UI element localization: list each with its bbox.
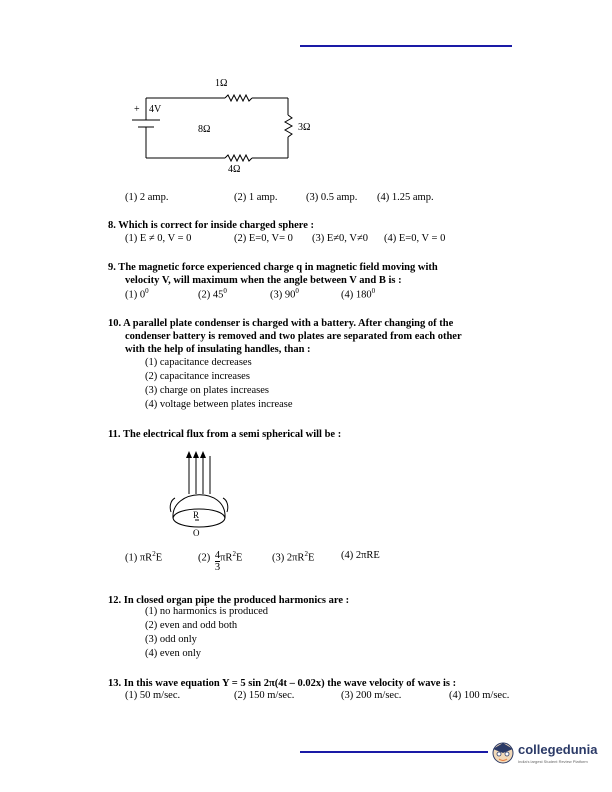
q12-option-3: (3) odd only xyxy=(145,634,197,645)
resistor-bottom-label: 4Ω xyxy=(228,164,241,175)
q9-option-4: (4) $180^0$ xyxy=(341,287,376,301)
brand-name: collegedunia xyxy=(518,742,598,757)
resistor-right xyxy=(285,115,292,137)
q8-option-3: (3) E≠0, V≠0 xyxy=(312,233,368,244)
circuit-diagram xyxy=(110,70,310,180)
q10-option-4: (4) voltage between plates increase xyxy=(145,399,293,410)
q13-option-4: (4) 100 m/sec. xyxy=(449,690,510,701)
q12-option-4: (4) even only xyxy=(145,648,201,659)
q8-option-4: (4) E=0, V = 0 xyxy=(384,233,446,244)
resistor-top-label: 1Ω xyxy=(215,78,228,89)
footer-rule xyxy=(300,751,488,753)
q7-option-2: (2) 1 amp. xyxy=(234,192,278,203)
q12-option-2: (2) even and odd both xyxy=(145,620,238,631)
hemisphere-O-label: O xyxy=(193,528,200,538)
hemisphere-figure xyxy=(165,448,237,540)
q10-option-3: (3) charge on plates increases xyxy=(145,385,270,396)
q12-option-1: (1) no harmonics is produced xyxy=(145,606,269,617)
q8-option-1: (1) E ≠ 0, V = 0 xyxy=(125,233,192,244)
mascot-icon xyxy=(490,740,516,770)
q7-option-3: (3) 0.5 amp. xyxy=(306,192,358,203)
plus-sign: + xyxy=(134,104,140,115)
footer-logo[interactable] xyxy=(490,738,606,772)
q7-option-4: (4) 1.25 amp. xyxy=(377,192,434,203)
resistor-bottom xyxy=(225,155,252,161)
q13-option-2: (2) 150 m/sec. xyxy=(234,690,295,701)
q9-option-2: (2) $45^0$ xyxy=(198,287,227,301)
q10-line3: with the help of insulating handles, than : xyxy=(125,344,311,355)
battery-label: 4V xyxy=(149,104,162,115)
hemisphere-R-label: R xyxy=(193,510,200,520)
q13-text: 13. In this wave equation Y = 5 sin 2π(4t – 0.02x) the wave velocity of wave is : xyxy=(108,678,457,689)
resistor-right-label: 3Ω xyxy=(298,122,310,133)
q10-option-1: (1) capacitance decreases xyxy=(145,357,252,368)
q13-option-1: (1) 50 m/sec. xyxy=(125,690,181,701)
q11-option-2: (2) $\frac{4}{3}$ $\pi R^2E$ xyxy=(198,550,243,573)
q10-line1: 10. A parallel plate condenser is charged with a battery. After changing of the xyxy=(108,318,454,329)
q9-option-1: (1) $0^0$ xyxy=(125,287,149,301)
header-rule xyxy=(300,45,512,47)
q12-text: 12. In closed organ pipe the produced harmonics are : xyxy=(108,595,350,606)
resistor-top xyxy=(225,95,252,101)
q10-option-2: (2) capacitance increases xyxy=(145,371,250,382)
q8-text: 8. Which is correct for inside charged sphere : xyxy=(108,220,314,231)
q11-option-4: (4) 2πRE xyxy=(341,550,380,561)
q11-text: 11. The electrical flux from a semi spherical will be : xyxy=(108,429,342,440)
q11-option-1: (1) $\pi R^2E$ xyxy=(125,550,163,564)
q13-option-3: (3) 200 m/sec. xyxy=(341,690,402,701)
q10-line2: condenser battery is removed and two plates are separated from each other xyxy=(125,331,462,342)
q9-option-3: (3) $90^0$ xyxy=(270,287,299,301)
q11-option-3: (3) $2\pi R^2E$ xyxy=(272,550,315,564)
q9-line1: 9. The magnetic force experienced charge q in magnetic field moving with xyxy=(108,262,438,273)
q7-option-1: (1) 2 amp. xyxy=(125,192,169,203)
q9-line2: velocity V, will maximum when the angle between V and B is : xyxy=(125,275,402,286)
resistor-middle-label: 8Ω xyxy=(198,124,211,135)
brand-tagline: India's largest Student Review Platform xyxy=(518,759,588,764)
q8-option-2: (2) E=0, V= 0 xyxy=(234,233,293,244)
